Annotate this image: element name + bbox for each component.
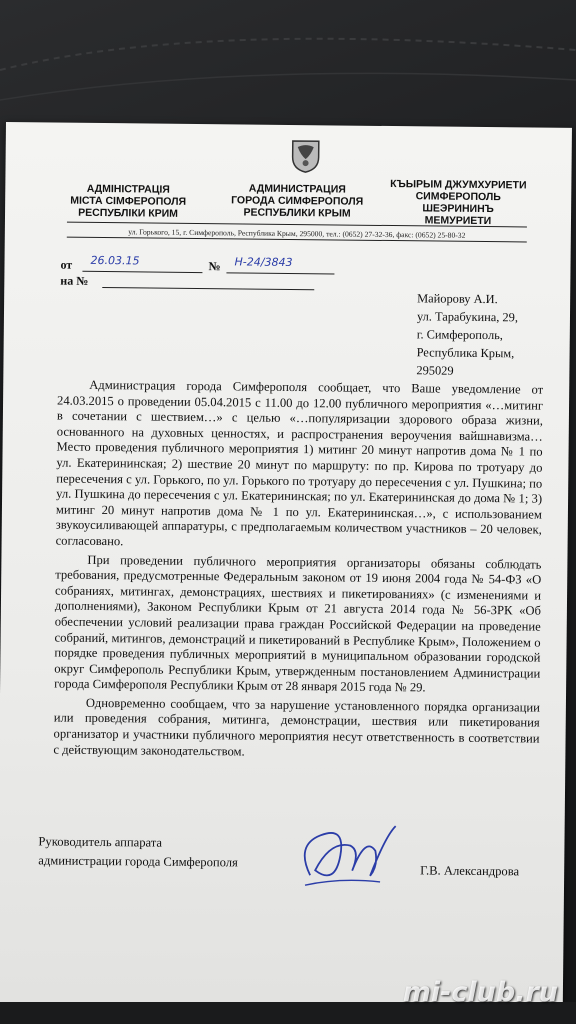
number-handwritten: Н-24/3843 [234,255,293,270]
reply-to-line [102,286,314,290]
reply-to-label: на № [60,273,89,288]
org-name-crh: КЪЫРЫМ ДЖУМХУРИЕТИ СИМФЕРОПОЛЬ ШЕЭРИНИНЪ МЕМУРИЕТИ [390,178,527,228]
org-name-ru: АДМИНИСТРАЦИЯ ГОРОДА СИМФЕРОПОЛЯ РЕСПУБЛИКИ КРЫМ [231,182,364,220]
date-handwritten: 26.03.15 [90,253,140,268]
crimea-emblem-icon [288,137,322,173]
date-label: от [60,257,73,272]
paragraph-requirements: При проведении публичного мероприятия организаторы обязаны соблюдать требования, предусмотренные Федеральным законом от 19 июня 2004 года № 54-ФЗ «О собраниях, митингах, демонстрациях, шествиях и пикетированиях» (с изменениями и дополнениями), Законом Республики Крым от 21 августа 2014 года № 56-ЗРК «Об обеспечении условий реализации права граждан Российской Федерации на проведение собраний, митингов, демонстраций и пикетирований в Республике Крым», Положением о порядке проведения публичных мероприятий в муниципальном образовании городской округ Симферополь Республики Крым, утвержденным постановлением Администрации города Симферополя Республики Крым от 28 января 2015 года № 29. [54,552,542,695]
signatory-name: Г.В. Александрова [420,863,520,879]
watermark: mi-club.ru [402,977,558,1008]
date-line [82,270,202,273]
handwritten-signature [290,815,401,896]
org-name-ua: АДМІНІСТРАЦІЯ МІСТА СІМФЕРОПОЛЯ РЕСПУБЛІКИ КРИМ [70,182,187,220]
signatory-position: Руководитель аппарата администрации города Симферополя [38,834,238,870]
recipient-address: Майорову А.И. ул. Тарабукина, 29, г. Симферополь, Республика Крым, 295029 [416,291,519,378]
seat-background [0,0,576,130]
letter-body [53,378,543,766]
paragraph-approval: Администрация города Симферополя сообщает, что Ваше уведомление от 24.03.2015 о проведении 05.04.2015 с 11.00 до 12.00 публичного мероприятия «…митинг в сочетании с шествием…» с целью «…популяризации здорового образа жизни, основанного на духовных ценностях, и распространения вероучения вайшнавизма… Место проведения публичного мероприятия 1) митинг 20 минут напротив дома № 1 по ул. Екатерининская; 2) шествие 20 минут по маршруту: по пр. Кирова по тротуару до пересечения с ул. Горького, по ул. Горького по тротуару до пересечения с ул. Пушкина; по ул. Пушкина до пересечения с ул. Екатерининская; по ул. Екатерининская до дома № 1; 3) митинг 20 минут напротив дома № 1 по ул. Екатерининская…», с использованием звукоусиливающей аппаратуры, с предполагаемым количеством участников – 20 человек, согласовано. [55,377,544,549]
number-label: № [208,259,221,274]
number-line [226,271,334,274]
letter-paper [0,122,572,1008]
header-address: ул. Горького, 15, г. Симферополь, Республика Крым, 295000, тел.: (0652) 27-32-36, факс: (0652) 25-80-32 [128,227,466,240]
paragraph-liability: Одновременно сообщаем, что за нарушение установленного порядка организации или проведения собрания, митинга, демонстрации, шествия или пикетирования организатор и участники публичного мероприятия несут ответственность в соответствии с действующим законодательством. [53,695,540,759]
